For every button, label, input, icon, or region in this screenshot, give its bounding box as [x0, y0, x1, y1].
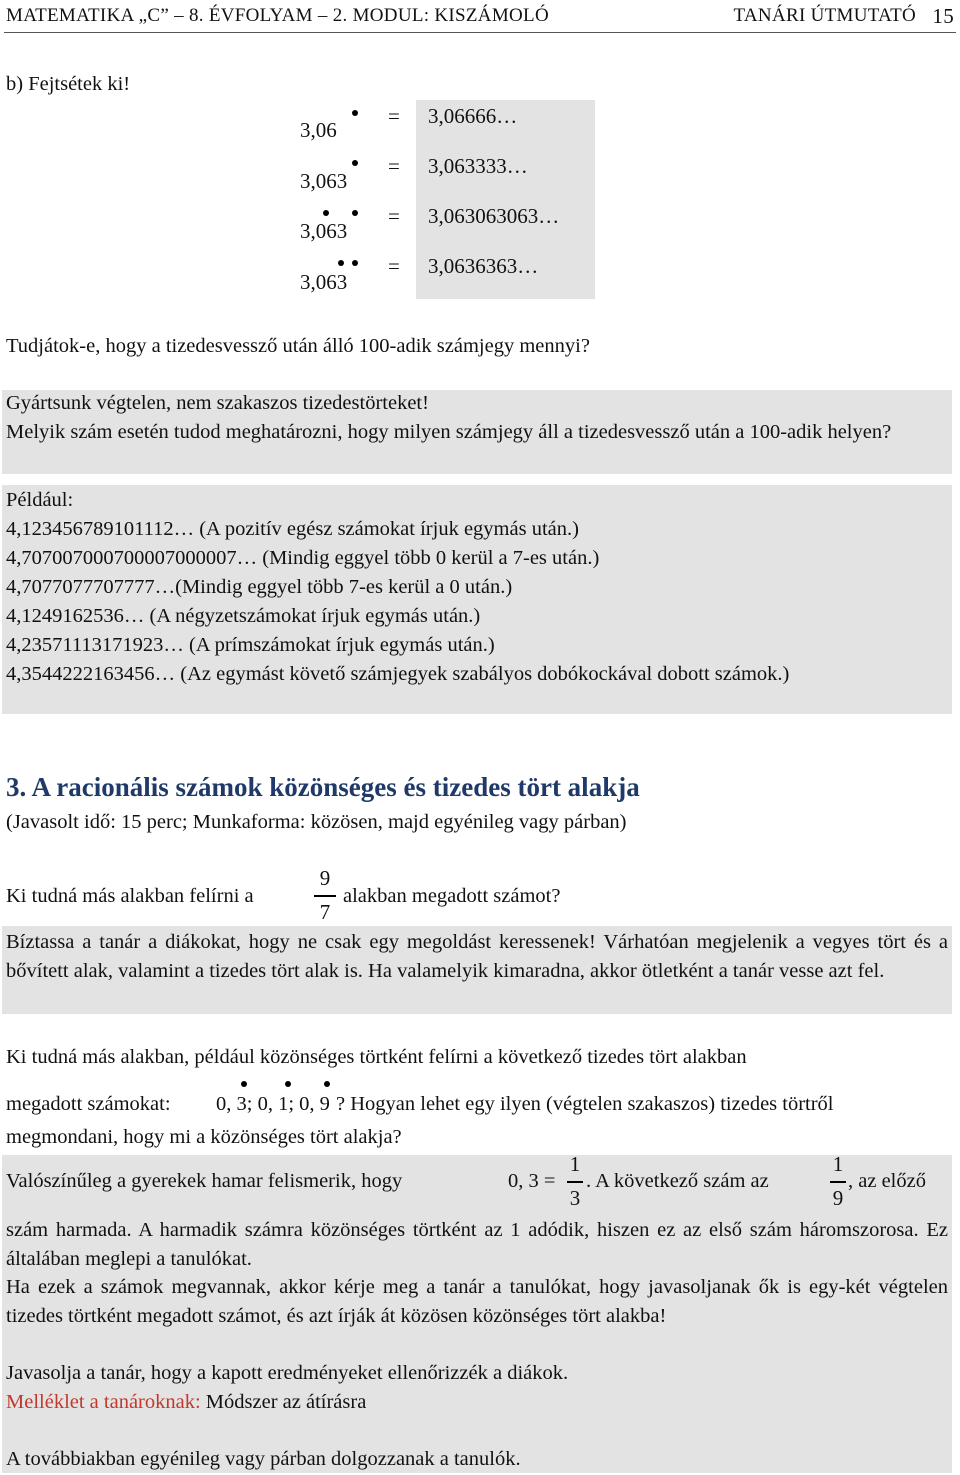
- q2-line2-start: megadott számokat:: [6, 1093, 171, 1115]
- hundredth-digit-question: Tudjátok-e, hogy a tizedesvessző után álló 100-adik számjegy mennyi?: [6, 335, 590, 357]
- header-right: TANÁRI ÚTMUTATÓ: [733, 5, 916, 26]
- example-item: 4,23571113171923… (A prímszámokat írjuk egymás után.): [6, 634, 495, 656]
- example-item: 4,3544222163456… (Az egymást követő számjegyek szabályos dobókockával dobott számok.): [6, 663, 790, 685]
- repeat-dot: [285, 1081, 291, 1087]
- fraction-numerator: 1: [832, 1152, 844, 1176]
- repeating-decimal-4: 3,063: [300, 270, 348, 294]
- repeat-dot: [338, 260, 344, 266]
- equals-sign: =: [388, 104, 400, 128]
- teacher-note: Bíztassa a tanár a diákokat, hogy ne csak egy megoldást keressenek! Várhatóan megjelenik a vegyes tört és a bővített alak, valamint a tizedes tört alak is. Ha valamelyik kimaradna, akkor ötletként a tanár vesse azt fel.: [6, 931, 948, 982]
- examples-intro: Például:: [6, 489, 74, 511]
- q2-line2-end: ? Hogyan lehet egy ilyen (végtelen szakaszos) tizedes törtről: [336, 1093, 834, 1115]
- repeat-dot: [352, 210, 358, 216]
- infinite-task: Gyártsunk végtelen, nem szakaszos tizedestörteket!: [6, 392, 429, 414]
- equals-sign: =: [388, 154, 400, 178]
- repeating-decimal-3: 3,063: [300, 219, 348, 243]
- fraction-denominator: 7: [319, 900, 331, 924]
- repeat-dot: [324, 1081, 330, 1087]
- q2-line3: megmondani, hogy mi a közönséges tört alakja?: [6, 1126, 402, 1148]
- part-b-title: b) Fejtsétek ki!: [6, 73, 131, 95]
- example-item: 4,123456789101112… (A pozitív egész számokat írjuk egymás után.): [6, 518, 579, 540]
- guide-p2: szám harmada. A harmadik számra közönséges törtként az 1 adódik, hiszen ez az első szám háromszorosa. Ez általában meglepi a tanulókat.: [6, 1219, 948, 1270]
- q2-line1: Ki tudná más alakban, például közönséges törtként felírni a következő tizedes tört alakban: [6, 1046, 747, 1068]
- q1-text-before: Ki tudná más alakban felírni a: [6, 885, 254, 907]
- fraction-denominator: 3: [569, 1186, 581, 1210]
- example-item: 4,7077077707777…(Mindig eggyel több 7-es kerül a 0 után.): [6, 576, 513, 598]
- guide-p1-start: Valószínűleg a gyerekek hamar felismerik, hogy: [6, 1170, 403, 1192]
- page-header: [4, 2, 956, 33]
- expansion-3: 3,063063063…: [428, 204, 560, 228]
- guide-p1-end: , az előző: [848, 1170, 926, 1192]
- fraction-numerator: 1: [569, 1152, 581, 1176]
- section-title: 3. A racionális számok közönséges és tizedes tört alakja: [6, 772, 640, 802]
- example-item: 4,707007000700007000007… (Mindig eggyel több 0 kerül a 7-es után.): [6, 547, 600, 569]
- guide-p4: Javasolja a tanár, hogy a kapott eredményeket ellenőrizzék a diákok.: [6, 1362, 569, 1384]
- fraction-denominator: 9: [832, 1186, 844, 1210]
- repeating-decimal-2: 3,063: [300, 169, 348, 193]
- appendix-line: [6, 1388, 366, 1417]
- repeat-dot: [352, 260, 358, 266]
- expansion-2: 3,063333…: [428, 154, 528, 178]
- repeat-dot: [352, 110, 358, 116]
- repeat-dot: [352, 160, 358, 166]
- appendix-text: Módszer az átírásra: [205, 1391, 367, 1413]
- page-number: 15: [932, 4, 954, 28]
- header-left: MATEMATIKA „C” – 8. ÉVFOLYAM – 2. MODUL: KISZÁMOLÓ: [6, 5, 549, 26]
- repeating-decimal-1: 3,06: [300, 118, 337, 142]
- equals-sign: =: [388, 254, 400, 278]
- repeat-dot: [323, 210, 329, 216]
- guide-p3: Ha ezek a számok megvannak, akkor kérje meg a tanár a tanulókat, hogy javasoljanak ők is egy-két végtelen tizedes törtként megadott számot, és azt írják át közösen közönséges tört alakba!: [6, 1276, 948, 1327]
- guide-p5: A továbbiakban egyénileg vagy párban dolgozzanak a tanulók.: [6, 1448, 521, 1470]
- fraction-numerator: 9: [319, 866, 331, 890]
- expansion-4: 3,0636363…: [428, 254, 539, 278]
- q1-text-after: alakban megadott számot?: [343, 885, 561, 907]
- guide-p1-middle: . A következő szám az: [586, 1170, 769, 1192]
- expansion-1: 3,06666…: [428, 104, 518, 128]
- section-subtitle: (Javasolt idő: 15 perc; Munkaforma: közösen, majd egyénileg vagy párban): [6, 811, 627, 833]
- appendix-label[interactable]: Melléklet a tanároknak:: [6, 1391, 201, 1413]
- q2-numbers: 0, 3; 0, 1; 0, 9: [216, 1093, 330, 1115]
- infinite-question: Melyik szám esetén tudod meghatározni, hogy milyen számjegy áll a tizedesvessző után a 100-adik helyen?: [6, 421, 892, 443]
- guide-expression: 0, 3 =: [508, 1170, 556, 1192]
- fraction-bar: [830, 1181, 846, 1183]
- equals-sign: =: [388, 204, 400, 228]
- fraction-bar: [567, 1181, 583, 1183]
- repeat-dot: [241, 1081, 247, 1087]
- fraction-bar: [314, 895, 336, 897]
- example-item: 4,1249162536… (A négyzetszámokat írjuk egymás után.): [6, 605, 481, 627]
